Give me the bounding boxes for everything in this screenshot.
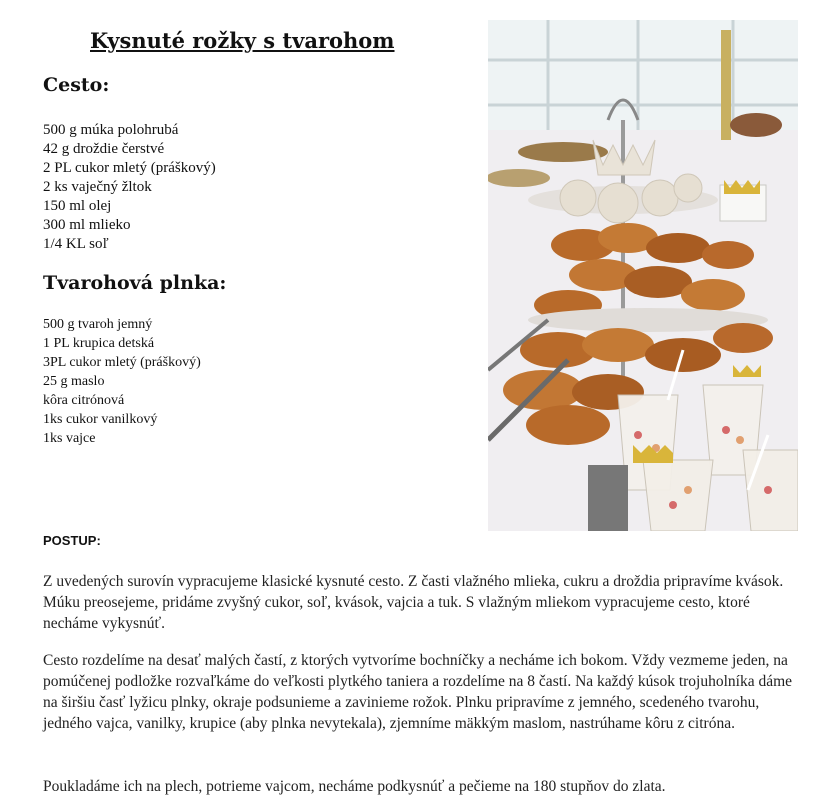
page-title: Kysnuté rožky s tvarohom (90, 28, 395, 53)
dough-heading: Cesto: (43, 74, 110, 96)
procedure-paragraph: Poukladáme ich na plech, potrieme vajcom, necháme podkysnúť a pečieme na 180 stupňov do zlata. (43, 778, 666, 795)
croissant-photo-illustration (488, 20, 798, 531)
list-item: 300 ml mlieko (43, 217, 131, 233)
dough-ingredients-list (43, 121, 216, 254)
cream-rose (560, 180, 596, 216)
list-item: 150 ml olej (43, 198, 112, 214)
list-item: 1ks cukor vanilkový (43, 412, 158, 427)
procedure-paragraph: Cesto rozdelíme na desať malých častí, z ktorých vytvoríme bochníčky a necháme ich bokom. Vždy vezmeme jeden, na pomúčenej podložke rozvaľkáme do veľkosti plytkého taniera a rozdelíme na 8 častí. Na každý kúsok trojuholníka dáme na širšiu časť lyžicu plnky, okraje podsunieme a zavinieme rožok. Plnku pripravíme z jemného, scedeného tvarohu, jedného vajca, vanilky, krupice (aby plnka nevytekala), zjemníme mäkkým maslom, nastrúhame kôru z citróna. (43, 652, 793, 732)
cake (730, 113, 782, 137)
procedure-heading: POSTUP: (43, 533, 101, 548)
cream-rose (598, 183, 638, 223)
list-item: 42 g droždie čerstvé (43, 141, 165, 157)
list-item: 500 g múka polohrubá (43, 122, 179, 138)
candle (721, 30, 731, 140)
filling-heading: Tvarohová plnka: (43, 272, 227, 294)
list-item: 1ks vajce (43, 431, 96, 446)
list-item: 500 g tvaroh jemný (43, 317, 153, 332)
list-item: 1/4 KL soľ (43, 236, 109, 252)
cream-rose (642, 180, 678, 216)
procedure-paragraph: Z uvedených surovín vypracujeme klasické kysnuté cesto. Z časti vlažného mlieka, cukru a droždia pripravíme kvások. Múku preosejeme, pridáme zvyšný cukor, soľ, kvások, vajcia a tuk. S vlažným mliekom vypracujeme cesto, ktoré necháme vykysnúť. (43, 573, 784, 632)
list-item: kôra citrónová (43, 393, 125, 408)
far-dish (488, 169, 550, 187)
list-item: 1 PL krupica detská (43, 336, 155, 351)
serving-spoon (588, 465, 628, 531)
list-item: 2 PL cukor mletý (práškový) (43, 160, 216, 176)
cream-rose (674, 174, 702, 202)
filling-ingredients-list (43, 315, 201, 448)
list-item: 3PL cukor mletý (práškový) (43, 355, 201, 370)
list-item: 2 ks vaječný žltok (43, 179, 152, 195)
croissant-photo (488, 20, 798, 531)
list-item: 25 g maslo (43, 374, 105, 389)
